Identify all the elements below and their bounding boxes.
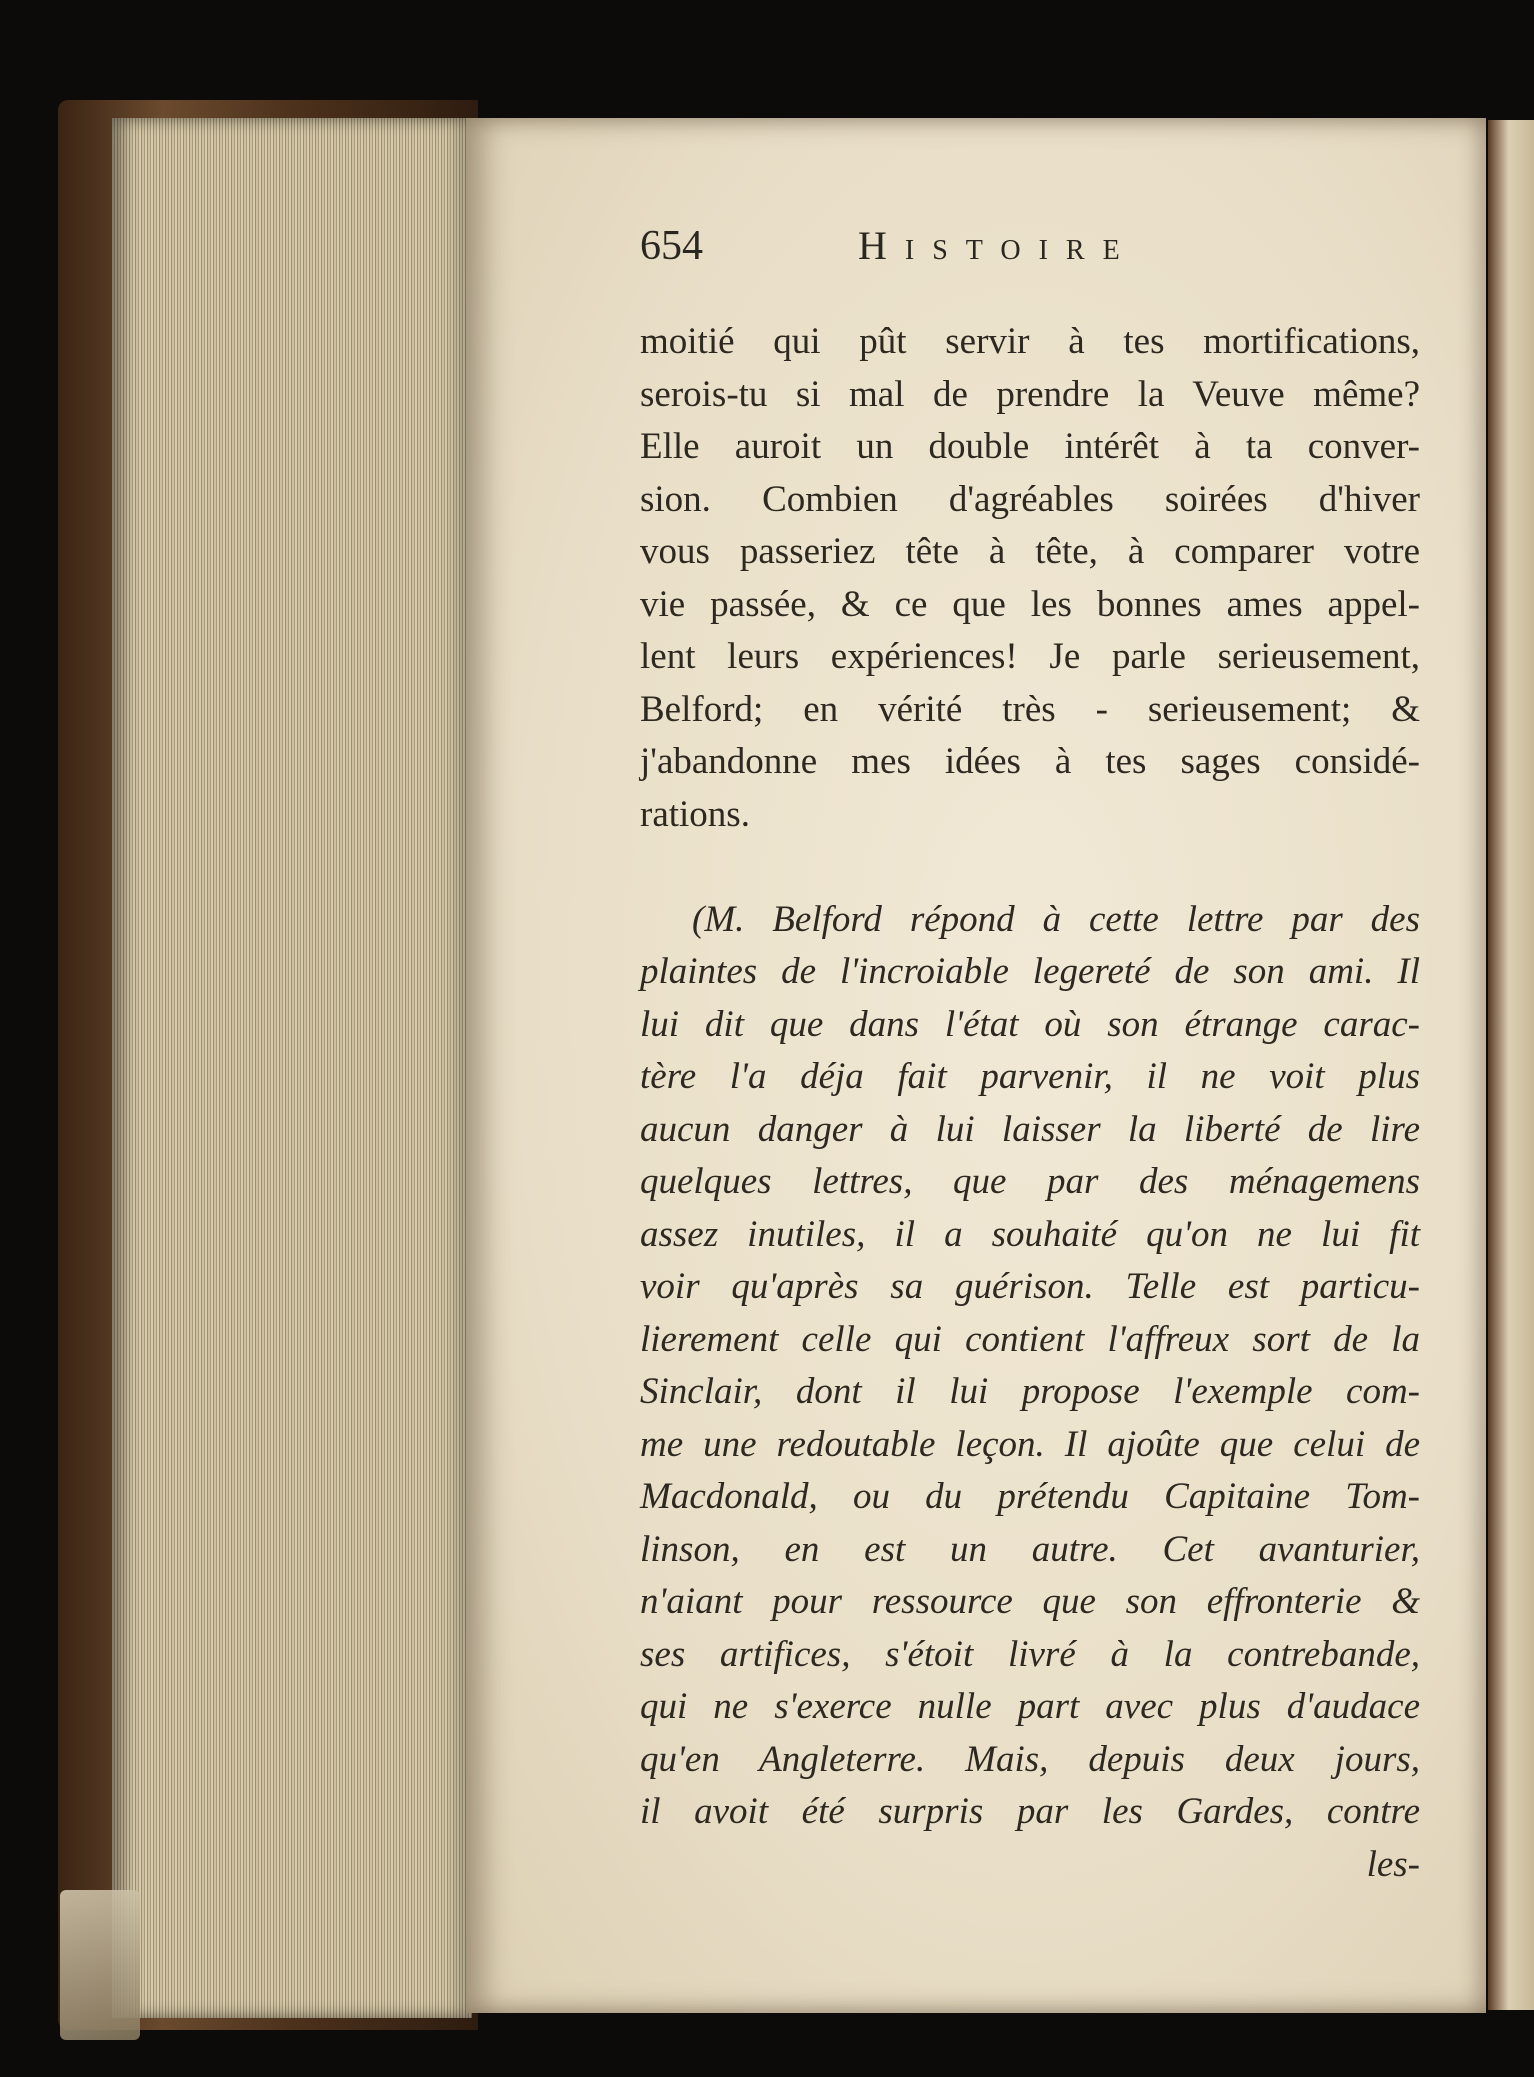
- text-line: lui dit que dans l'état où son étrange carac-: [640, 1003, 1420, 1045]
- text-line: Sinclair, dont il lui propose l'exemple com-: [640, 1371, 1420, 1412]
- text-line: n'aiant pour ressource que son effronterie &: [640, 1581, 1420, 1622]
- roman-paragraph: [640, 316, 1420, 841]
- text-line: moitié qui pût servir à tes mortifications,: [640, 321, 1420, 362]
- text-line: tère l'a déja fait parvenir, il ne voit plus: [640, 1056, 1420, 1097]
- paragraph-gap: [640, 841, 1420, 894]
- text-line: vous passeriez tête à tête, à comparer votre: [640, 531, 1420, 572]
- text-line: qui ne s'exerce nulle part avec plus d'audace: [640, 1686, 1420, 1727]
- text-line: Belford; en vérité très - serieusement; &: [640, 688, 1420, 730]
- running-title: Histoire: [858, 223, 1138, 268]
- text-line: qu'en Angleterre. Mais, depuis deux jours,: [640, 1738, 1420, 1780]
- body-text: [640, 316, 1420, 1891]
- text-line: il avoit été surpris par les Gardes, contre: [640, 1791, 1420, 1832]
- text-line: linson, en est un autre. Cet avanturier,: [640, 1528, 1420, 1570]
- text-line: Macdonald, ou du prétendu Capitaine Tom-: [640, 1476, 1420, 1517]
- text-line: (M. Belford répond à cette lettre par des: [692, 898, 1420, 940]
- text-line: lent leurs expériences! Je parle serieusement,: [640, 636, 1420, 677]
- text-line: voir qu'après sa guérison. Telle est particu-: [640, 1266, 1420, 1307]
- page-corner: [60, 1890, 140, 2040]
- text-line: plaintes de l'incroiable legereté de son ami. Il: [640, 951, 1420, 992]
- text-line: ses artifices, s'étoit livré à la contrebande,: [640, 1633, 1420, 1675]
- italic-paragraph: [640, 894, 1420, 1892]
- text-line: quelques lettres, que par des ménagemens: [640, 1161, 1420, 1202]
- running-head: [640, 222, 1230, 282]
- text-line: serois-tu si mal de prendre la Veuve même?: [640, 373, 1420, 415]
- catchword: les-: [1366, 1843, 1420, 1885]
- text-line: Elle auroit un double intérêt à ta conver-: [640, 426, 1420, 467]
- text-line: rations.: [640, 793, 750, 835]
- text-line: sion. Combien d'agréables soirées d'hiver: [640, 478, 1420, 520]
- text-line: vie passée, & ce que les bonnes ames appel-: [640, 583, 1420, 625]
- text-line: lierement celle qui contient l'affreux sort de la: [640, 1318, 1420, 1360]
- text-line: aucun danger à lui laisser la liberté de lire: [640, 1108, 1420, 1150]
- page-edges: [112, 118, 472, 2018]
- text-line: assez inutiles, il a souhaité qu'on ne lui fit: [640, 1213, 1420, 1255]
- text-line: me une redoutable leçon. Il ajoûte que celui de: [640, 1423, 1420, 1465]
- facing-page-edge: [1488, 120, 1534, 2010]
- text-line: j'abandonne mes idées à tes sages considé-: [640, 741, 1420, 782]
- page-number: 654: [640, 223, 703, 269]
